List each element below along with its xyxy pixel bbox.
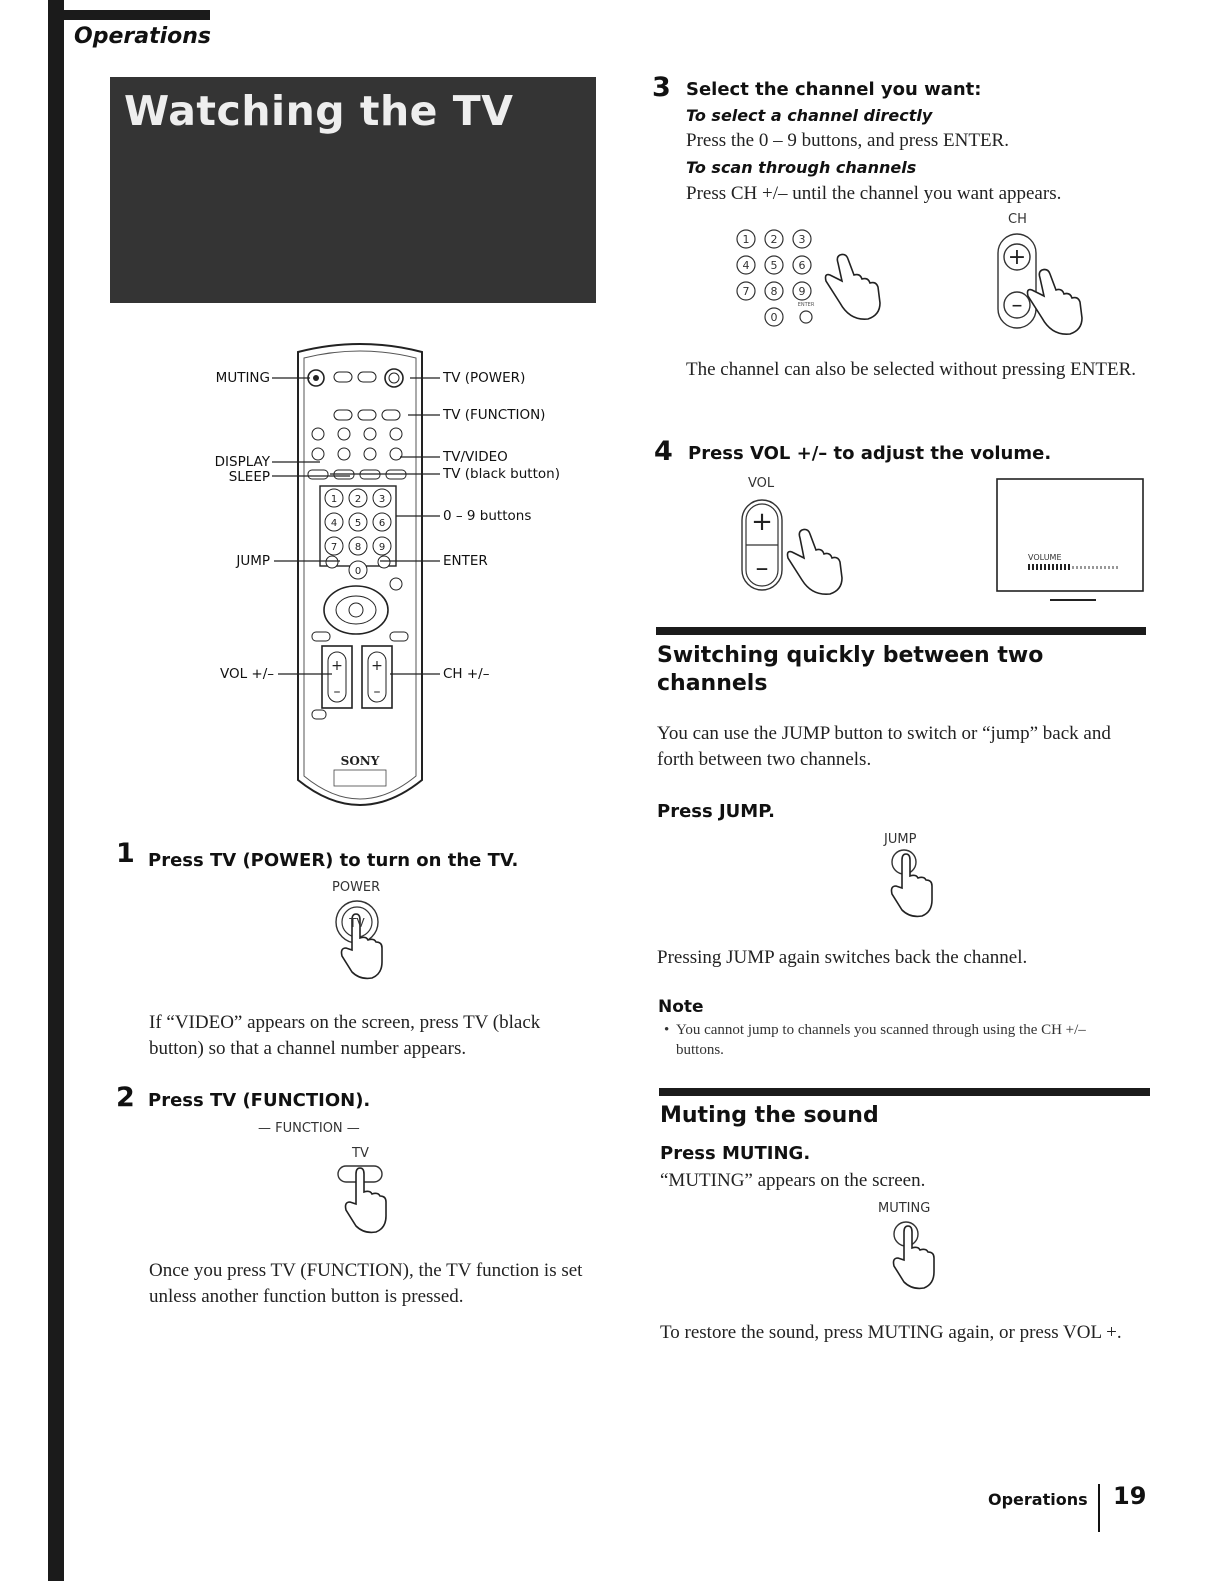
note-text: You cannot jump to channels you scanned through using the CH +/– buttons. [676, 1022, 1086, 1058]
svg-text:9: 9 [798, 285, 806, 298]
label-0-9-buttons: 0 – 9 buttons [443, 508, 532, 524]
svg-text:–: – [333, 684, 341, 700]
jump-caption: JUMP [884, 832, 917, 847]
muting-button-hand-icon [886, 1220, 946, 1296]
svg-text:6: 6 [798, 259, 806, 272]
power-button-label: TV [349, 916, 365, 930]
svg-text:4: 4 [330, 518, 338, 529]
page-title: Watching the TV [124, 87, 514, 135]
vol-button-hand-icon [738, 496, 848, 596]
label-sleep: SLEEP [228, 469, 270, 485]
note-item: • You cannot jump to channels you scanned through using the CH +/– buttons. [664, 1020, 1134, 1060]
svg-text:+: + [371, 658, 383, 674]
svg-text:+: + [331, 658, 343, 674]
svg-text:7: 7 [742, 285, 750, 298]
step-2-body: Once you press TV (FUNCTION), the TV function is set unless another function button is pressed. [149, 1260, 583, 1307]
step-4-number: 4 [654, 436, 673, 467]
label-tv-black-button: TV (black button) [443, 466, 560, 482]
switching-action: Press JUMP. [657, 801, 775, 822]
remote-leader-lines [270, 370, 450, 690]
step-3-heading: Select the channel you want: [686, 79, 982, 100]
step-3-number: 3 [652, 72, 671, 103]
top-header-bar [48, 10, 210, 20]
svg-text:2: 2 [354, 494, 362, 505]
muting-caption: MUTING [878, 1201, 931, 1216]
number-keypad-hand-icon [730, 225, 890, 335]
remote-brand: SONY [340, 754, 380, 768]
svg-text:0: 0 [770, 311, 778, 324]
svg-text:–: – [373, 684, 381, 700]
svg-text:8: 8 [354, 542, 362, 553]
step-3-sub-direct: To select a channel directly [686, 106, 933, 125]
step-1-heading: Press TV (POWER) to turn on the TV. [148, 850, 519, 871]
label-display: DISPLAY [214, 454, 270, 470]
label-jump: JUMP [236, 553, 270, 569]
svg-text:5: 5 [354, 518, 362, 529]
function-button-hand-icon [334, 1162, 394, 1242]
left-margin-bar [48, 0, 64, 1581]
muting-after: To restore the sound, press MUTING again, or press VOL +. [660, 1322, 1122, 1343]
label-enter: ENTER [443, 553, 488, 569]
step-2-heading: Press TV (FUNCTION). [148, 1090, 371, 1111]
svg-text:–: – [755, 553, 769, 583]
volume-screen-label: VOLUME [1028, 553, 1062, 562]
label-tv-video: TV/VIDEO [443, 449, 508, 465]
muting-section-rule [659, 1088, 1150, 1096]
label-muting: MUTING [215, 370, 270, 386]
svg-text:3: 3 [378, 494, 386, 505]
step-2-caption: — FUNCTION — [258, 1121, 360, 1136]
switching-heading: Switching quickly between two channels [657, 643, 1044, 696]
step-4-caption-vol: VOL [748, 476, 775, 491]
muting-heading: Muting the sound [660, 1103, 879, 1128]
muting-action: Press MUTING. [660, 1143, 811, 1164]
svg-text:9: 9 [378, 542, 386, 553]
footer-section-label: Operations [988, 1490, 1088, 1509]
footer-divider [1098, 1484, 1100, 1532]
svg-text:6: 6 [378, 518, 386, 529]
power-button-hand-icon [330, 898, 390, 988]
step-1-body: If “VIDEO” appears on the screen, press TV (black button) so that a channel number appears. [149, 1012, 541, 1059]
step-2-number: 2 [116, 1082, 135, 1113]
step-1-number: 1 [116, 838, 135, 869]
page-number: 19 [1113, 1482, 1147, 1510]
jump-button-hand-icon [884, 848, 944, 924]
muting-body: “MUTING” appears on the screen. [660, 1170, 926, 1191]
step-3-body-direct: Press the 0 – 9 buttons, and press ENTER. [686, 130, 1009, 151]
svg-text:2: 2 [770, 233, 778, 246]
step-3-caption-ch: CH [1008, 212, 1027, 227]
svg-text:4: 4 [742, 259, 750, 272]
label-tv-power: TV (POWER) [443, 370, 526, 386]
label-ch: CH +/– [443, 666, 490, 682]
tv-screen-volume-illustration [996, 478, 1146, 604]
section-label: Operations [74, 24, 211, 49]
ch-button-hand-icon [992, 230, 1092, 340]
switching-after: Pressing JUMP again switches back the channel. [657, 947, 1028, 968]
svg-text:0: 0 [354, 566, 362, 577]
svg-text:3: 3 [798, 233, 806, 246]
step-3-body-note: The channel can also be selected without pressing ENTER. [686, 359, 1137, 380]
svg-text:1: 1 [330, 494, 338, 505]
switching-section-rule [656, 627, 1146, 635]
label-vol: VOL +/– [219, 666, 274, 682]
svg-text:8: 8 [770, 285, 778, 298]
enter-label: ENTER [797, 302, 815, 308]
svg-text:–: – [1011, 293, 1023, 318]
svg-text:+: + [1007, 245, 1027, 270]
label-tv-function: TV (FUNCTION) [443, 407, 546, 423]
step-2-caption-tv: TV [352, 1146, 369, 1161]
svg-text:7: 7 [330, 542, 338, 553]
svg-text:5: 5 [770, 259, 778, 272]
svg-text:+: + [751, 507, 773, 537]
step-3-sub-scan: To scan through channels [686, 158, 917, 177]
step-3-body-scan: Press CH +/– until the channel you want appears. [686, 183, 1062, 204]
step-1-caption: POWER [332, 880, 381, 895]
switching-body: You can use the JUMP button to switch or “jump” back and forth between two channels. [657, 723, 1111, 770]
step-4-heading: Press VOL +/– to adjust the volume. [688, 443, 1052, 464]
note-title: Note [658, 997, 704, 1017]
svg-text:1: 1 [742, 233, 750, 246]
